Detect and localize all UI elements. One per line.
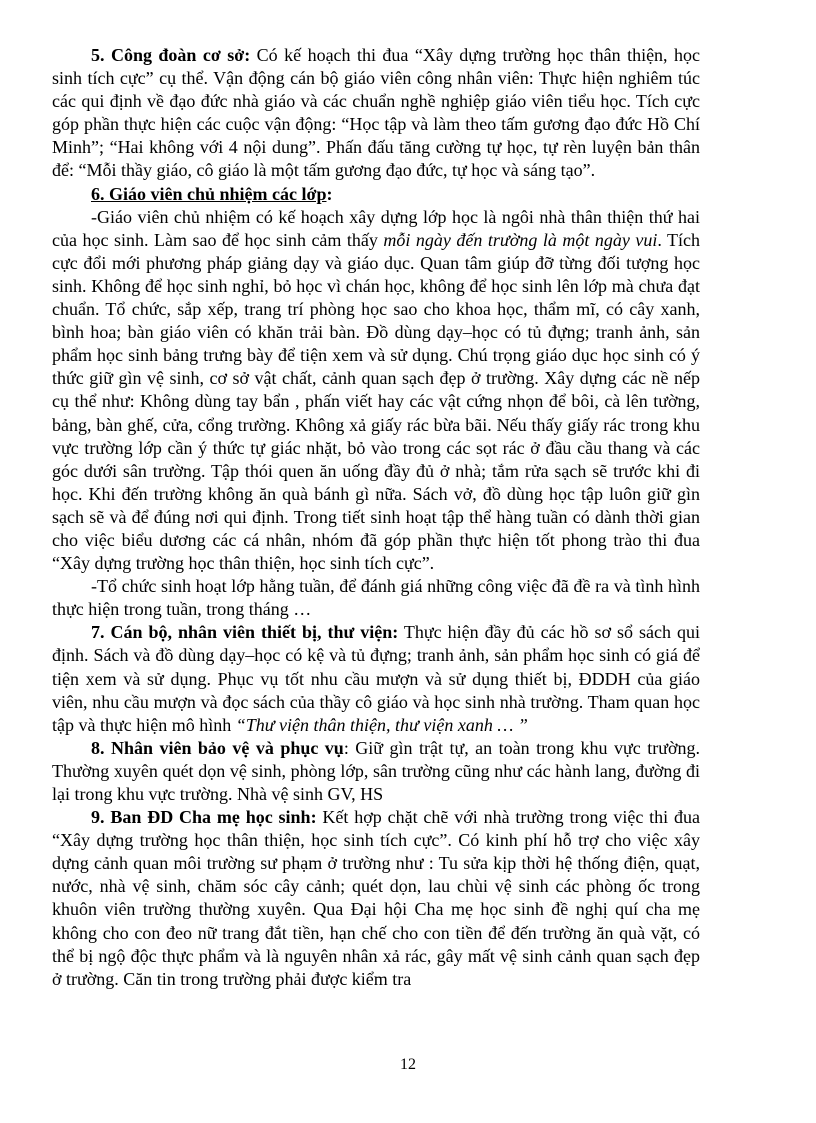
section-6-heading: 6. Giáo viên chủ nhiệm các lớp — [91, 183, 327, 204]
section-6-p1-italic: mỗi ngày đến trường là một ngày vui — [383, 229, 658, 250]
section-7-heading: 7. Cán bộ, nhân viên thiết bị, thư viện: — [91, 622, 399, 643]
section-6-heading-line — [52, 183, 700, 206]
section-6-paragraph-1 — [52, 206, 700, 576]
section-9-text: Kết hợp chặt chẽ với nhà trường trong việc thi đua “Xây dựng trường học thân thiện, học sinh tích cực”. Có kinh phí hỗ trợ cho việc xây dựng cảnh quan môi trường sư phạm ở trường như : Tu sửa kịp thời hệ thống điện, quạt, nước, nhà vệ sinh, chăm sóc cây cảnh; quét dọn, lau chùi vệ sinh các phòng ốc trong khuôn viên trường thường xuyên. Qua Đại hội Cha mẹ học sinh đề nghị quí cha mẹ không cho con đeo nữ trang đắt tiền, hạn chế cho con tiền để đến trường ăn quà vặt, có thể bị ngộ độc thực phẩm và là nguyên nhân xả rác, gây mất vệ sinh cảnh quan sạch đẹp ở trường. Căn tin trong trường phải được kiểm tra — [52, 807, 700, 989]
section-9-heading: 9. Ban ĐD Cha mẹ học sinh: — [91, 807, 317, 828]
section-6-heading-colon: : — [326, 183, 333, 204]
section-5-text: Có kế hoạch thi đua “Xây dựng trường học thân thiện, học sinh tích cực” cụ thể. Vận động cán bộ giáo viên công nhân viên: Thực hiện nghiêm túc các qui định về đạo đức nhà giáo và các chuẩn nghề nghiệp giáo viên tiểu học. Tích cực góp phần thực hiện các cuộc vận động: “Học tập và làm theo tấm gương đạo đức Hồ Chí Minh”; “Hai không với 4 nội dung”. Phấn đấu tăng cường tự học, tự rèn luyện bản thân để: “Mỗi thầy giáo, cô giáo là một tấm gương đạo đức, tự học và sáng tạo”. — [52, 45, 700, 181]
section-6-p1-rest: . Tích cực đổi mới phương pháp giảng dạy và giáo dục. Quan tâm giúp đỡ từng đối tượng học sinh. Không để học sinh nghỉ, bỏ học vì chán học, không để học sinh lên lớp mà chưa đạt chuẩn. Tổ chức, sắp xếp, trang trí phòng học sao cho khoa học, thẩm mĩ, có cây xanh, bình hoa; bàn giáo viên có khăn trải bàn. Đồ dùng dạy–học có tủ đựng; tranh ảnh, sản phẩm học sinh bảng trưng bày để tiện xem và sử dụng. Chú trọng giáo dục học sinh có ý thức giữ gìn vệ sinh, cơ sở vật chất, cảnh quan sạch đẹp ở trường. Xây dựng các nề nếp cụ thể như: Không dùng tay bẩn , phấn viết hay các vật cứng nhọn để bôi, cà lên tường, bảng, bàn ghế, cửa, cổng trường. Không xả giấy rác bừa bãi. Nếu thấy giấy rác trong khu vực trường lớp cần ý thức tự giác nhặt, bỏ vào trong các sọt rác ở đầu cầu thang và các góc dưới sân trường. Tập thói quen ăn uống đầy đủ ở nhà; tắm rửa sạch sẽ trước khi đi học. Khi đến trường không ăn quà bánh gì nữa. Sách vở, đồ dùng học tập luôn giữ gìn sạch sẽ và để đúng nơi qui định. Trong tiết sinh hoạt tập thể hàng tuần có dành thời gian cho việc biểu dương các cá nhân, nhóm đã góp phần thực hiện tốt phong trào thi đua “Xây dựng trường học thân thiện, học sinh tích cực”. — [52, 229, 700, 574]
page-number: 12 — [400, 1056, 416, 1073]
section-5-heading: 5. Công đoàn cơ sở: — [91, 45, 251, 65]
section-6-p2-text: -Tổ chức sinh hoạt lớp hằng tuần, để đánh giá những công việc đã đề ra và tình hình thực hiện trong tuần, trong tháng … — [52, 576, 700, 620]
section-7-paragraph — [52, 621, 700, 736]
section-8-paragraph — [52, 737, 700, 806]
section-5-paragraph — [52, 44, 700, 183]
section-7-italic: “Thư viện thân thiện, thư viện xanh … ” — [235, 714, 528, 735]
section-8-heading: 8. Nhân viên bảo vệ và phục vụ — [91, 737, 344, 758]
section-9-paragraph — [52, 806, 700, 991]
section-6-p1-start: -Giáo viên chủ nhiệm có kế hoạch xây dựng lớp học là ngôi nhà thân thiện thứ hai của học sinh. Làm sao để học sinh cảm thấy — [52, 206, 700, 250]
section-8-text: : Giữ gìn trật tự, an toàn trong khu vực trường. Thường xuyên quét dọn vệ sinh, phòng lớp, sân trường cũng như các hành lang, đường đi lại trong khu vực trường. Nhà vệ sinh GV, HS — [52, 737, 700, 804]
section-6-paragraph-2 — [52, 575, 700, 621]
document-page — [52, 44, 700, 991]
section-7-text: Thực hiện đầy đủ các hồ sơ sổ sách qui định. Sách và đồ dùng dạy–học có kệ và tủ đựng; tranh ảnh, sản phẩm học sinh có giá để tiện xem và sử dụng. Phục vụ tốt nhu cầu mượn và sử dụng thiết bị, ĐDDH của giáo viên, nhu cầu mượn và đọc sách của thầy cô giáo và học sinh nhà trường. Tham quan học tập và thực hiện mô hình — [52, 622, 701, 735]
